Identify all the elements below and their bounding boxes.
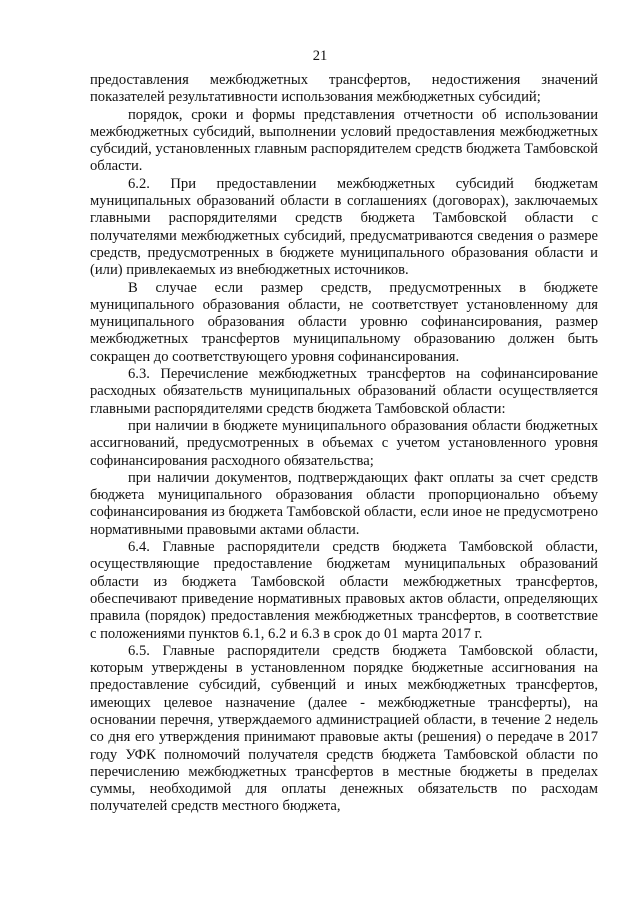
paragraph-reporting-procedure: порядок, сроки и формы представления отчетности об использовании межбюджетных субсидий, выполнении условий предоставления межбюджетных субсидий, установленных главным распорядителем средств бюджета Тамбовской области. xyxy=(90,106,598,175)
paragraph-6-3-condition-1: при наличии в бюджете муниципального образования области бюджетных ассигнований, предусмотренных в объемах с учетом установленного уровня софинансирования расходного обязательства; xyxy=(90,417,598,469)
page-number: 21 xyxy=(312,48,328,64)
paragraph-6-5: 6.5. Главные распорядители средств бюджета Тамбовской области, которым утверждены в установленном порядке бюджетные ассигнования на предоставление субсидий, субвенций и иных межбюджетных трансфертов, имеющих целевое назначение (далее - межбюджетные трансферты), на основании перечня, утверждаемого администрацией области, в течение 2 недель со дня его утверждения принимают правовые акты (решения) о передаче в 2017 году УФК полномочий получателя средств бюджета Тамбовской области по перечислению межбюджетных трансфертов в местные бюджеты в пределах суммы, необходимой для оплаты денежных обязательств по расходам получателей средств местного бюджета, xyxy=(90,642,598,815)
paragraph-6-4: 6.4. Главные распорядители средств бюджета Тамбовской области, осуществляющие предоставление бюджетам муниципальных образований области из бюджета Тамбовской области межбюджетных трансфертов, обеспечивают приведение нормативных правовых актов области, определяющих правила (порядок) предоставления межбюджетных трансфертов, в соответствие с положениями пунктов 6.1, 6.2 и 6.3 в срок до 01 марта 2017 г. xyxy=(90,539,598,642)
paragraph-continuation: предоставления межбюджетных трансфертов, недостижения значений показателей результативности использования межбюджетных субсидий; xyxy=(90,72,598,106)
document-body xyxy=(90,72,598,816)
paragraph-6-3-condition-2: при наличии документов, подтверждающих факт оплаты за счет средств бюджета муниципального образования области пропорционально объему софинансирования из бюджета Тамбовской области, если иное не предусмотрено нормативными правовыми актами области. xyxy=(90,469,598,538)
paragraph-6-2-case: В случае если размер средств, предусмотренных в бюджете муниципального образования области, не соответствует установленному для муниципального образования области уровню софинансирования, размер межбюджетных трансфертов муниципальному образованию должен быть сокращен до соответствующего уровня софинансирования. xyxy=(90,279,598,365)
paragraph-6-3: 6.3. Перечисление межбюджетных трансфертов на софинансирование расходных обязательств муниципальных образований области осуществляется главными распорядителями средств бюджета Тамбовской области: xyxy=(90,366,598,417)
paragraph-6-2: 6.2. При предоставлении межбюджетных субсидий бюджетам муниципальных образований области в соглашениях (договорах), заключаемых главными распорядителями средств бюджета Тамбовской области с получателями межбюджетных субсидий, предусматриваются сведения о размере средств, предусмотренных в бюджете муниципального образования области и (или) привлекаемых из внебюджетных источников. xyxy=(90,175,598,279)
